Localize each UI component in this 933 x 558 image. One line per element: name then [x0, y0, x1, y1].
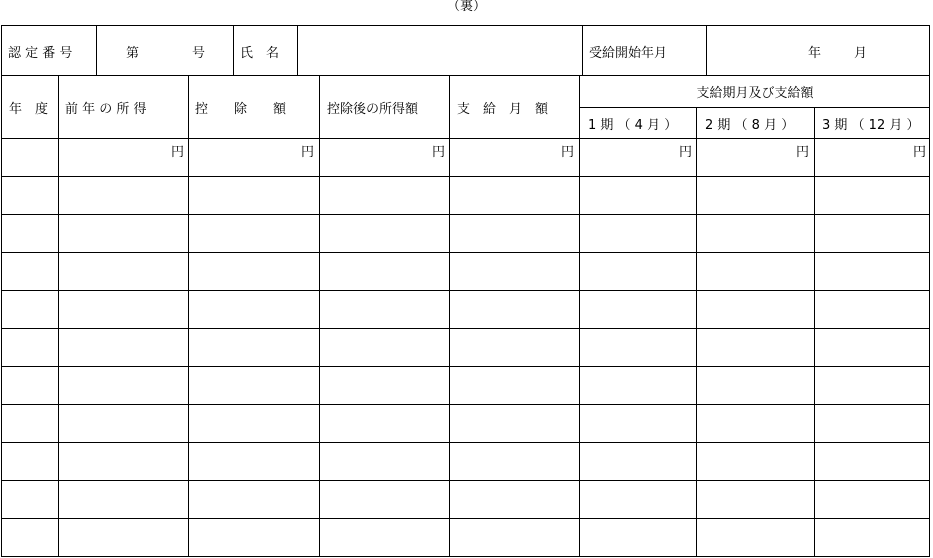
- divider: [319, 76, 320, 556]
- unit-period-2: 円: [795, 145, 809, 160]
- divider: [2, 138, 930, 139]
- table-cell-prev-income[interactable]: [63, 420, 184, 440]
- table-cell-p1[interactable]: [584, 420, 692, 440]
- name-field[interactable]: [302, 26, 578, 76]
- table-cell-deduction[interactable]: [193, 268, 315, 288]
- page-title: （裏）: [446, 0, 486, 14]
- col-header-period-2: [705, 108, 813, 138]
- table-cell-after-deduction[interactable]: [324, 382, 445, 402]
- cert-number-label: 認 定 番 号: [8, 45, 73, 61]
- col-header-prev-income-label: 前 年 の 所 得: [65, 101, 147, 117]
- table-cell-monthly[interactable]: [454, 496, 575, 516]
- start-month-unit: 月: [854, 45, 868, 61]
- table-cell-p2[interactable]: [701, 496, 810, 516]
- table-cell-p3[interactable]: [819, 306, 925, 326]
- col-header-payment-group-label: 支給期月及び支給額: [696, 86, 814, 101]
- table-cell-monthly[interactable]: [454, 382, 575, 402]
- table-cell-year[interactable]: [6, 534, 54, 554]
- table-cell-after-deduction[interactable]: [324, 458, 445, 478]
- col-header-period-1: [588, 108, 696, 138]
- table-cell-prev-income[interactable]: [63, 230, 184, 250]
- table-cell-p2[interactable]: [701, 458, 810, 478]
- table-cell-p1[interactable]: [584, 154, 692, 174]
- col-header-period-3: [822, 108, 930, 138]
- col-header-deduction-label: 控 除 額: [195, 101, 287, 117]
- table-cell-p2[interactable]: [701, 382, 810, 402]
- divider: [582, 26, 583, 76]
- table-cell-prev-income[interactable]: [63, 344, 184, 364]
- unit-deduction: 円: [300, 145, 314, 160]
- table-cell-year[interactable]: [6, 268, 54, 288]
- table-cell-monthly[interactable]: [454, 154, 575, 174]
- divider: [706, 26, 707, 76]
- table-cell-deduction[interactable]: [193, 496, 315, 516]
- divider: [58, 76, 59, 556]
- divider: [2, 290, 930, 291]
- divider: [579, 107, 930, 108]
- cert-dai-label: 第: [126, 45, 140, 61]
- divider: [188, 76, 189, 556]
- table-cell-p2[interactable]: [701, 344, 810, 364]
- unit-period-1: 円: [678, 145, 692, 160]
- col-header-year: [9, 76, 55, 138]
- table-cell-p1[interactable]: [584, 306, 692, 326]
- divider: [814, 107, 815, 556]
- table-cell-after-deduction[interactable]: [324, 192, 445, 212]
- table-cell-deduction[interactable]: [193, 344, 315, 364]
- col-header-deduction: [195, 76, 317, 138]
- table-cell-after-deduction[interactable]: [324, 496, 445, 516]
- table-cell-after-deduction[interactable]: [324, 306, 445, 326]
- table-cell-prev-income[interactable]: [63, 534, 184, 554]
- divider: [2, 214, 930, 215]
- divider: [2, 176, 930, 177]
- table-cell-deduction[interactable]: [193, 230, 315, 250]
- table-cell-p3[interactable]: [819, 534, 925, 554]
- table-cell-p3[interactable]: [819, 154, 925, 174]
- table-cell-p1[interactable]: [584, 382, 692, 402]
- divider: [449, 76, 450, 556]
- table-cell-prev-income[interactable]: [63, 306, 184, 326]
- table-cell-year[interactable]: [6, 154, 54, 174]
- table-cell-monthly[interactable]: [454, 306, 575, 326]
- col-header-period-3-label: 3 期 （ 12 月 ）: [822, 117, 920, 133]
- table-cell-deduction[interactable]: [193, 306, 315, 326]
- divider: [2, 518, 930, 519]
- divider: [233, 26, 234, 76]
- col-header-monthly-amount-label: 支 給 月 額: [457, 101, 549, 117]
- table-cell-deduction[interactable]: [193, 534, 315, 554]
- divider: [2, 404, 930, 405]
- income-table: [1, 75, 930, 557]
- table-cell-p2[interactable]: [701, 192, 810, 212]
- unit-monthly-amount: 円: [560, 145, 574, 160]
- unit-prev-income: 円: [170, 145, 184, 160]
- table-cell-p3[interactable]: [819, 382, 925, 402]
- divider: [696, 107, 697, 556]
- table-cell-after-deduction[interactable]: [324, 268, 445, 288]
- table-cell-prev-income[interactable]: [63, 382, 184, 402]
- table-cell-p2[interactable]: [701, 534, 810, 554]
- table-cell-p2[interactable]: [701, 306, 810, 326]
- table-cell-prev-income[interactable]: [63, 458, 184, 478]
- table-cell-after-deduction[interactable]: [324, 230, 445, 250]
- table-cell-p2[interactable]: [701, 420, 810, 440]
- table-cell-p3[interactable]: [819, 496, 925, 516]
- table-cell-prev-income[interactable]: [63, 154, 184, 174]
- table-cell-p1[interactable]: [584, 192, 692, 212]
- table-cell-monthly[interactable]: [454, 534, 575, 554]
- table-cell-year[interactable]: [6, 306, 54, 326]
- table-cell-monthly[interactable]: [454, 344, 575, 364]
- table-cell-after-deduction[interactable]: [324, 534, 445, 554]
- divider: [2, 480, 930, 481]
- table-cell-p2[interactable]: [701, 268, 810, 288]
- table-cell-year[interactable]: [6, 420, 54, 440]
- divider: [297, 26, 298, 76]
- table-cell-after-deduction[interactable]: [324, 344, 445, 364]
- name-label: 氏 名: [240, 45, 280, 61]
- table-cell-p1[interactable]: [584, 458, 692, 478]
- table-cell-deduction[interactable]: [193, 458, 315, 478]
- header-row: [1, 25, 930, 75]
- unit-period-3: 円: [912, 145, 926, 160]
- table-cell-p1[interactable]: [584, 344, 692, 364]
- table-cell-year[interactable]: [6, 192, 54, 212]
- table-cell-p3[interactable]: [819, 458, 925, 478]
- start-year-unit: 年: [808, 45, 822, 61]
- divider: [2, 328, 930, 329]
- col-header-year-label: 年 度: [9, 101, 49, 117]
- table-cell-prev-income[interactable]: [63, 192, 184, 212]
- table-cell-p2[interactable]: [701, 230, 810, 250]
- table-cell-after-deduction[interactable]: [324, 420, 445, 440]
- table-cell-p1[interactable]: [584, 534, 692, 554]
- table-cell-monthly[interactable]: [454, 458, 575, 478]
- table-cell-p1[interactable]: [584, 496, 692, 516]
- table-cell-p3[interactable]: [819, 420, 925, 440]
- table-cell-deduction[interactable]: [193, 382, 315, 402]
- col-header-period-1-label: 1 期 （ 4 月 ）: [588, 117, 678, 133]
- table-cell-p3[interactable]: [819, 268, 925, 288]
- table-cell-deduction[interactable]: [193, 154, 315, 174]
- table-cell-p2[interactable]: [701, 154, 810, 174]
- divider: [579, 76, 580, 556]
- unit-after-deduction: 円: [431, 145, 445, 160]
- divider: [2, 252, 930, 253]
- table-cell-prev-income[interactable]: [63, 496, 184, 516]
- divider: [96, 26, 97, 76]
- col-header-after-deduction-label: 控除後の所得額: [327, 101, 419, 117]
- table-cell-monthly[interactable]: [454, 268, 575, 288]
- col-header-prev-income: [65, 76, 187, 138]
- col-header-after-deduction: [327, 76, 449, 138]
- table-cell-year[interactable]: [6, 382, 54, 402]
- table-cell-deduction[interactable]: [193, 420, 315, 440]
- table-cell-p3[interactable]: [819, 344, 925, 364]
- start-date-label: 受給開始年月: [589, 45, 668, 61]
- divider: [2, 442, 930, 443]
- table-cell-p1[interactable]: [584, 268, 692, 288]
- table-cell-year[interactable]: [6, 230, 54, 250]
- table-cell-year[interactable]: [6, 344, 54, 364]
- table-cell-deduction[interactable]: [193, 192, 315, 212]
- table-cell-p3[interactable]: [819, 192, 925, 212]
- table-cell-year[interactable]: [6, 496, 54, 516]
- col-header-payment-group: [580, 76, 930, 107]
- table-cell-year[interactable]: [6, 458, 54, 478]
- divider: [2, 366, 930, 367]
- table-cell-after-deduction[interactable]: [324, 154, 445, 174]
- table-cell-monthly[interactable]: [454, 230, 575, 250]
- table-cell-p3[interactable]: [819, 230, 925, 250]
- cert-go-label: 号: [192, 45, 206, 61]
- table-cell-p1[interactable]: [584, 230, 692, 250]
- col-header-period-2-label: 2 期 （ 8 月 ）: [705, 117, 795, 133]
- table-cell-monthly[interactable]: [454, 420, 575, 440]
- table-cell-prev-income[interactable]: [63, 268, 184, 288]
- table-cell-monthly[interactable]: [454, 192, 575, 212]
- col-header-monthly-amount: [457, 76, 579, 138]
